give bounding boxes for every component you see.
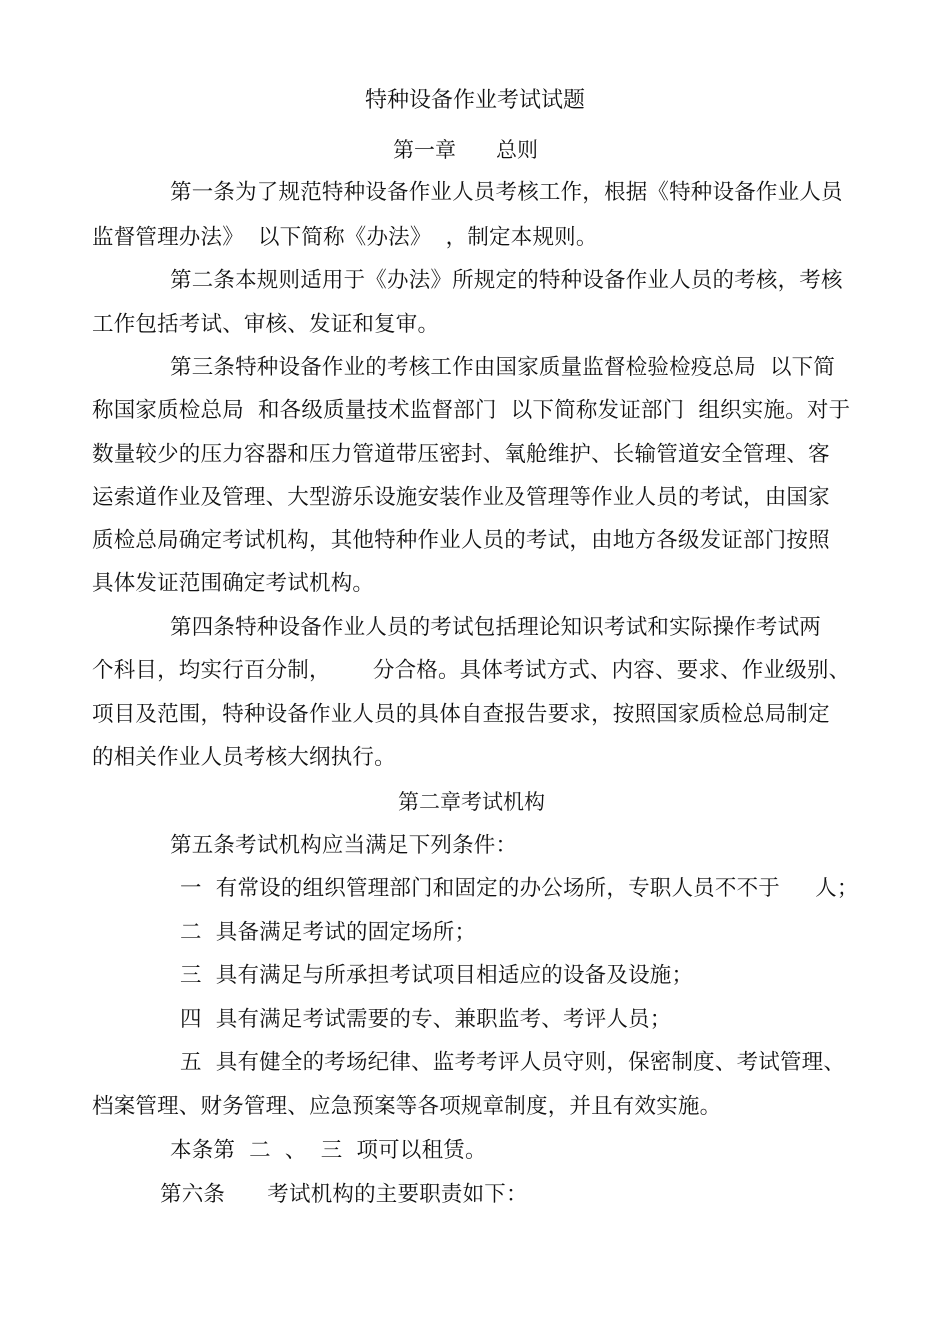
article-5-note: 本条第 二 、 三 项可以租赁。 — [170, 1138, 487, 1163]
article-5-item-5-line-1: 五 具有健全的考场纪律、监考考评人员守则，保密制度、考试管理、 — [180, 1050, 846, 1075]
article-3-line-6: 具体发证范围确定考试机构。 — [92, 571, 375, 596]
article-3-line-5: 质检总局确定考试机构，其他特种作业人员的考试，由地方各级发证部门按照 — [92, 528, 830, 553]
article-4-line-3: 项目及范围，特种设备作业人员的具体自查报告要求，按照国家质检总局制定 — [92, 702, 830, 727]
article-4-line-4: 的相关作业人员考核大纲执行。 — [92, 745, 396, 770]
article-3-line-1: 第三条特种设备作业的考核工作由国家质量监督检验检疫总局 以下简 — [170, 355, 836, 380]
article-5-item-2: 二 具备满足考试的固定场所； — [180, 920, 477, 945]
article-3-line-2: 称国家质检总局 和各级质量技术监督部门 以下简称发证部门 组织实施。对于 — [92, 398, 851, 423]
article-3-line-4: 运索道作业及管理、大型游乐设施安装作业及管理等作业人员的考试，由国家 — [92, 485, 830, 510]
article-5-intro: 第五条考试机构应当满足下列条件： — [170, 833, 518, 858]
article-2-line-2: 工作包括考试、审核、发证和复审。 — [92, 312, 440, 337]
article-4-line-1: 第四条特种设备作业人员的考试包括理论知识考试和实际操作考试两 — [170, 615, 822, 640]
document-title: 特种设备作业考试试题 — [364, 88, 585, 113]
chapter-1-heading: 第一章 总则 — [393, 138, 539, 162]
article-5-item-5-line-2: 档案管理、财务管理、应急预案等各项规章制度，并且有效实施。 — [92, 1094, 722, 1119]
article-2-line-1: 第二条本规则适用于《办法》所规定的特种设备作业人员的考核，考核 — [170, 268, 843, 293]
article-5-item-3: 三 具有满足与所承担考试项目相适应的设备及设施； — [180, 963, 694, 988]
article-6-intro: 第六条 考试机构的主要职责如下： — [160, 1182, 528, 1207]
article-5-item-4: 四 具有满足考试需要的专、兼职监考、考评人员； — [180, 1007, 672, 1032]
article-4-line-2: 个科目，均实行百分制， 分合格。具体考试方式、内容、要求、作业级别、 — [92, 658, 851, 683]
article-5-item-1: 一 有常设的组织管理部门和固定的办公场所，专职人员不不于 人； — [180, 876, 859, 901]
article-1-line-1: 第一条为了规范特种设备作业人员考核工作，根据《特种设备作业人员 — [170, 180, 843, 205]
article-3-line-3: 数量较少的压力容器和压力管道带压密封、氧舱维护、长输管道安全管理、客 — [92, 442, 830, 467]
chapter-2-heading: 第二章考试机构 — [398, 790, 545, 814]
article-1-line-2: 监督管理办法》 以下简称《办法》 ，制定本规则。 — [92, 225, 598, 250]
